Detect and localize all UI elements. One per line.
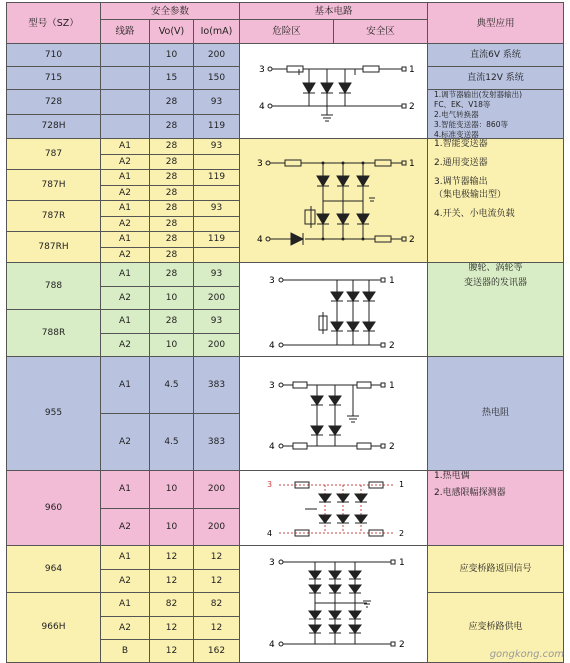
app-text: 直流12V 系统 xyxy=(467,72,524,83)
watermark: gongkong.com xyxy=(489,649,564,660)
app-text: 热电阻 xyxy=(481,408,509,418)
terminal-3: 3 xyxy=(267,480,273,489)
header-safe-zone xyxy=(333,19,428,44)
vo-text: 28 xyxy=(165,187,178,198)
app-line: 4.开关、小电流负载 xyxy=(434,209,515,219)
model-964 xyxy=(6,545,101,593)
circuit-diagram-4 xyxy=(239,356,428,471)
line-cell xyxy=(100,639,150,663)
header-danger-text: 危险区 xyxy=(272,26,301,37)
line-cell xyxy=(100,356,150,414)
io-cell xyxy=(193,639,240,663)
model-710 xyxy=(6,43,101,67)
model-text: 710 xyxy=(44,49,63,60)
io-text: 119 xyxy=(207,121,226,131)
app-cell-list-5 xyxy=(427,470,564,546)
model-787h xyxy=(6,169,101,201)
model-text: 787R xyxy=(41,210,66,221)
vo-cell xyxy=(149,639,194,663)
model-text: 788R xyxy=(41,327,66,338)
vo-cell xyxy=(149,247,194,263)
line-text: A2 xyxy=(119,339,131,350)
vo-cell xyxy=(149,89,194,115)
vo-text: 28 xyxy=(165,249,178,260)
terminal-1: 1 xyxy=(399,480,405,489)
io-text: 82 xyxy=(210,599,223,609)
line-cell xyxy=(100,231,150,248)
line-text: A1 xyxy=(119,234,131,244)
io-text: 150 xyxy=(207,72,226,83)
model-788r xyxy=(6,309,101,357)
model-text: 964 xyxy=(44,563,63,574)
io-text: 162 xyxy=(207,645,226,656)
header-line xyxy=(100,19,150,44)
line-text: A1 xyxy=(119,316,131,326)
line-cell xyxy=(100,413,150,471)
header-vo-text: Vo(V) xyxy=(158,26,185,37)
app-line: 3.调节器输出 xyxy=(434,177,488,187)
vo-cell xyxy=(149,309,194,334)
app-line: 1.热电偶 xyxy=(434,471,470,481)
vo-text: 28 xyxy=(165,96,178,107)
io-cell xyxy=(193,262,240,287)
line-cell xyxy=(100,247,150,263)
vo-text: 82 xyxy=(165,599,178,609)
circuit-diagram-1 xyxy=(239,43,428,139)
io-cell xyxy=(193,216,240,232)
header-safety-text: 安全参数 xyxy=(150,5,189,17)
io-cell xyxy=(193,154,240,170)
io-cell xyxy=(193,138,240,155)
io-cell xyxy=(193,545,240,570)
app-line: 2.电感限幅探测器 xyxy=(434,488,506,498)
line-cell xyxy=(100,592,150,617)
vo-cell xyxy=(149,185,194,201)
circuit-diagram-6 xyxy=(239,545,428,663)
line-cell xyxy=(100,114,150,139)
terminal-3: 3 xyxy=(257,159,263,169)
terminal-2: 2 xyxy=(389,341,395,351)
line-text: A2 xyxy=(119,218,131,229)
model-787rh xyxy=(6,231,101,263)
app-line: FC、EK、V18等 xyxy=(434,100,491,109)
model-966h xyxy=(6,592,101,663)
app-cell-rtd xyxy=(427,356,564,471)
model-788 xyxy=(6,262,101,310)
io-cell xyxy=(193,200,240,217)
line-cell xyxy=(100,154,150,170)
app-line: 2.电气转换器 xyxy=(434,110,479,119)
model-787 xyxy=(6,138,101,170)
io-text: 12 xyxy=(210,622,223,633)
model-955 xyxy=(6,356,101,471)
vo-cell xyxy=(149,413,194,471)
terminal-1: 1 xyxy=(409,65,415,75)
terminal-3: 3 xyxy=(269,558,275,568)
io-cell xyxy=(193,616,240,640)
terminal-2: 2 xyxy=(399,640,405,650)
terminal-1: 1 xyxy=(409,159,415,169)
terminal-1: 1 xyxy=(389,381,395,391)
io-cell xyxy=(193,169,240,186)
app-cell-list-2 xyxy=(427,138,564,263)
terminal-3: 3 xyxy=(259,65,265,75)
header-model xyxy=(6,2,101,44)
circuit-diagram-5 xyxy=(239,470,428,546)
terminal-4: 4 xyxy=(269,341,275,351)
line-cell xyxy=(100,616,150,640)
app-line: 腰轮、涡轮等 xyxy=(468,263,523,273)
line-cell xyxy=(100,333,150,357)
circuit-diagram-2 xyxy=(239,138,428,263)
line-cell xyxy=(100,43,150,67)
model-text: 960 xyxy=(44,502,63,513)
io-text: 200 xyxy=(207,521,226,532)
io-cell xyxy=(193,333,240,357)
line-text: A2 xyxy=(119,436,131,447)
header-safe-text: 安全区 xyxy=(366,26,395,37)
vo-text: 28 xyxy=(165,218,178,229)
line-text: A2 xyxy=(119,521,131,532)
io-cell xyxy=(193,413,240,471)
io-text: 200 xyxy=(207,339,226,350)
model-text: 787H xyxy=(41,179,66,190)
header-circuit-text: 基本电路 xyxy=(314,5,353,17)
line-cell xyxy=(100,169,150,186)
line-cell xyxy=(100,185,150,201)
vo-text: 10 xyxy=(165,292,178,303)
vo-cell xyxy=(149,470,194,509)
model-text: 787 xyxy=(44,148,63,159)
terminal-3: 3 xyxy=(269,381,275,391)
io-text: 93 xyxy=(210,316,223,326)
io-text: 93 xyxy=(210,203,223,213)
vo-text: 28 xyxy=(165,172,178,182)
vo-text: 15 xyxy=(165,72,178,83)
io-text: 200 xyxy=(207,292,226,303)
app-line: 1.智能变送器 xyxy=(434,139,488,149)
terminal-4: 4 xyxy=(269,442,275,452)
circuit-diagram-3 xyxy=(239,262,428,357)
header-danger-zone xyxy=(239,19,334,44)
vo-text: 28 xyxy=(165,121,178,131)
vo-text: 10 xyxy=(165,49,178,60)
vo-text: 10 xyxy=(165,484,178,494)
model-text: 787RH xyxy=(38,241,69,252)
app-line: 4.标准变送器 xyxy=(434,130,479,139)
line-cell xyxy=(100,216,150,232)
vo-cell xyxy=(149,616,194,640)
terminal-3: 3 xyxy=(269,276,275,286)
io-text: 12 xyxy=(210,552,223,562)
app-text: 直流6V 系统 xyxy=(470,49,521,60)
vo-text: 10 xyxy=(165,339,178,350)
line-text: A2 xyxy=(119,575,131,586)
vo-text: 28 xyxy=(165,234,178,244)
line-text: A1 xyxy=(119,141,131,151)
header-safety-params xyxy=(100,2,240,20)
line-text: A1 xyxy=(119,599,131,609)
io-cell xyxy=(193,185,240,201)
vo-text: 28 xyxy=(165,269,178,279)
vo-cell xyxy=(149,216,194,232)
io-cell xyxy=(193,247,240,263)
io-cell xyxy=(193,356,240,414)
app-cell-dc12v xyxy=(427,66,564,90)
app-line: （集电极输出型） xyxy=(434,190,507,200)
line-text: A2 xyxy=(119,292,131,303)
line-cell xyxy=(100,470,150,509)
header-model-text: 型号（SZ） xyxy=(28,17,79,29)
vo-cell xyxy=(149,138,194,155)
header-basic-circuit xyxy=(239,2,428,20)
vo-cell xyxy=(149,262,194,287)
io-text: 200 xyxy=(207,484,226,494)
io-cell xyxy=(193,309,240,334)
line-cell xyxy=(100,309,150,334)
vo-text: 4.5 xyxy=(164,436,179,447)
app-cell-bridge-return xyxy=(427,545,564,593)
header-typical-app xyxy=(427,2,564,44)
app-line: 2.通用变送器 xyxy=(434,158,488,168)
vo-text: 12 xyxy=(165,622,178,633)
io-cell xyxy=(193,569,240,593)
terminal-2: 2 xyxy=(409,235,415,245)
line-text: A1 xyxy=(119,552,131,562)
app-cell-list-1 xyxy=(427,89,564,139)
terminal-4: 4 xyxy=(257,235,263,245)
vo-text: 28 xyxy=(165,316,178,326)
model-728h xyxy=(6,114,101,139)
io-text: 93 xyxy=(210,141,223,151)
io-text: 200 xyxy=(207,49,226,60)
terminal-1: 1 xyxy=(389,276,395,286)
header-app-text: 典型应用 xyxy=(476,17,515,29)
model-text: 955 xyxy=(44,408,63,418)
io-cell xyxy=(193,66,240,90)
vo-text: 12 xyxy=(165,552,178,562)
line-cell xyxy=(100,508,150,546)
io-cell xyxy=(193,231,240,248)
header-io xyxy=(193,19,240,44)
io-text: 93 xyxy=(210,269,223,279)
vo-cell xyxy=(149,356,194,414)
terminal-2: 2 xyxy=(409,102,415,112)
model-text: 966H xyxy=(41,622,66,632)
terminal-4: 4 xyxy=(267,529,273,538)
header-line-text: 线路 xyxy=(115,26,135,37)
io-cell xyxy=(193,286,240,310)
line-text: A1 xyxy=(119,172,131,182)
vo-cell xyxy=(149,169,194,186)
vo-text: 12 xyxy=(165,645,178,656)
vo-cell xyxy=(149,114,194,139)
vo-cell xyxy=(149,66,194,90)
io-cell xyxy=(193,508,240,546)
model-715 xyxy=(6,66,101,90)
line-text: A1 xyxy=(119,379,131,390)
line-cell xyxy=(100,138,150,155)
model-text: 728 xyxy=(44,96,63,107)
io-text: 383 xyxy=(207,436,226,447)
model-text: 715 xyxy=(44,72,63,83)
io-text: 119 xyxy=(207,172,226,182)
line-text: A2 xyxy=(119,156,131,167)
line-cell xyxy=(100,286,150,310)
vo-cell xyxy=(149,231,194,248)
line-text: A1 xyxy=(119,203,131,213)
vo-text: 28 xyxy=(165,141,178,151)
terminal-4: 4 xyxy=(269,640,275,650)
line-text: A2 xyxy=(119,622,131,633)
terminal-2: 2 xyxy=(389,442,395,452)
line-cell xyxy=(100,66,150,90)
model-787r xyxy=(6,200,101,232)
vo-cell xyxy=(149,43,194,67)
line-cell xyxy=(100,200,150,217)
model-728 xyxy=(6,89,101,115)
vo-text: 10 xyxy=(165,521,178,532)
vo-cell xyxy=(149,154,194,170)
io-cell xyxy=(193,114,240,139)
header-vo xyxy=(149,19,194,44)
line-cell xyxy=(100,89,150,115)
terminal-4: 4 xyxy=(259,102,265,112)
vo-cell xyxy=(149,592,194,617)
app-line: 变送器的发讯器 xyxy=(463,278,527,288)
app-cell-dc6v xyxy=(427,43,564,67)
io-cell xyxy=(193,470,240,509)
vo-cell xyxy=(149,569,194,593)
line-text: A1 xyxy=(119,484,131,494)
vo-cell xyxy=(149,286,194,310)
app-text: 应变桥路返回信号 xyxy=(459,563,532,574)
line-text: A2 xyxy=(119,249,131,260)
io-text: 383 xyxy=(207,379,226,390)
app-line: 1.调节器输出(发射器输出) xyxy=(434,90,523,99)
vo-cell xyxy=(149,545,194,570)
header-io-text: Io(mA) xyxy=(200,26,233,37)
io-text: 12 xyxy=(210,575,223,586)
line-cell xyxy=(100,569,150,593)
line-cell xyxy=(100,262,150,287)
app-cell-list-3 xyxy=(427,262,564,357)
vo-text: 28 xyxy=(165,203,178,213)
io-text: 119 xyxy=(207,234,226,244)
line-text: A1 xyxy=(119,269,131,279)
terminal-1: 1 xyxy=(399,558,405,568)
app-line: 3.智能变送器：860等 xyxy=(434,120,508,129)
io-cell xyxy=(193,43,240,67)
vo-cell xyxy=(149,508,194,546)
io-text: 93 xyxy=(210,96,223,107)
terminal-2: 2 xyxy=(399,529,405,538)
app-text: 应变桥路供电 xyxy=(468,622,523,632)
vo-cell xyxy=(149,333,194,357)
io-cell xyxy=(193,592,240,617)
model-960 xyxy=(6,470,101,546)
vo-cell xyxy=(149,200,194,217)
model-text: 788 xyxy=(44,280,63,291)
io-cell xyxy=(193,89,240,115)
line-cell xyxy=(100,545,150,570)
vo-text: 28 xyxy=(165,156,178,167)
model-text: 728H xyxy=(41,121,66,131)
line-text: A2 xyxy=(119,187,131,198)
vo-text: 4.5 xyxy=(164,379,179,390)
line-text: B xyxy=(121,645,129,656)
vo-text: 12 xyxy=(165,575,178,586)
